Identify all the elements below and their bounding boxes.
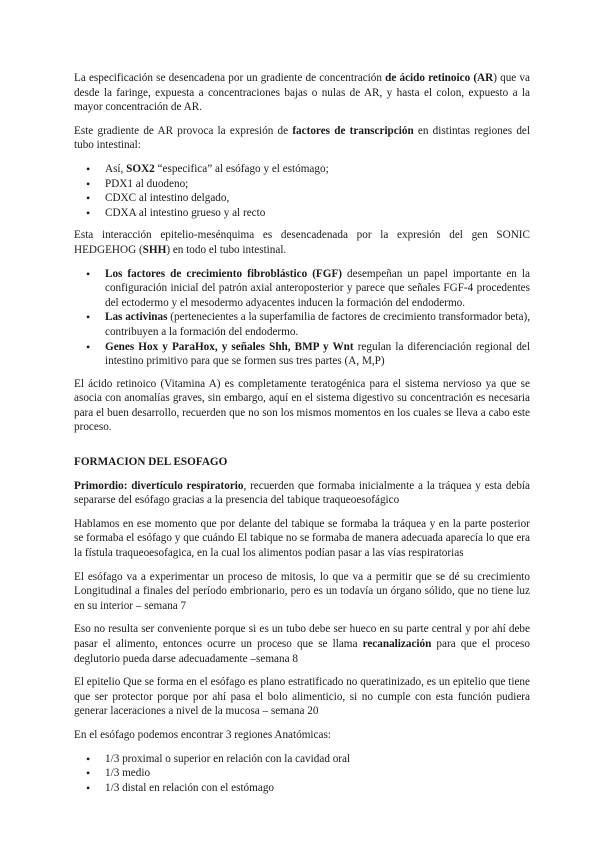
text: (pertenecientes a la superfamilia de factores de crecimiento transformador beta), contribuyen a la formación del endodermo. (105, 311, 530, 338)
paragraph-shh (74, 228, 530, 257)
list-item: • PDX1 al duodeno; (105, 177, 530, 192)
list-item (105, 310, 530, 339)
text: ) en todo el tubo intestinal. (166, 243, 287, 256)
text: Así, (105, 162, 127, 175)
bold-text: de ácido retinoico (AR (385, 72, 494, 84)
list-item (105, 162, 530, 177)
bold-text: Primordio: divertículo respiratorio (74, 479, 244, 492)
text: , recuerden que formaba inicialmente a la tráquea y esta debía separarse del esófago gracias a la presencia del tabique traqueoesofágico (74, 479, 530, 507)
bold-text: SOX2 (126, 162, 155, 175)
text: La especificación se desencadena por un gradiente de concentración (74, 72, 386, 84)
bold-text: factores de transcripción (292, 124, 414, 137)
paragraph-regions: En el esófago podemos encontrar 3 regiones Anatómicas: (74, 728, 331, 741)
list-transcription-factors (74, 162, 530, 220)
list-growth-factors (74, 267, 530, 369)
paragraph-fistula: Hablamos en ese momento que por delante del tabique se formaba la tráquea y en la parte posterior se formaba el esófago y que cuándo El tabique no se formaba de manera adecuada aparecía lo que era la fístula traqueoesofagica, en la cual los alimentos podían pasar a las vías respiratorias (74, 517, 530, 560)
paragraph-recanalization (74, 622, 530, 666)
text: Este gradiente de AR provoca la expresión de (74, 124, 293, 137)
paragraph-epithelium: El epitelio Que se forma en el esófago es plano estratificado no queratinizado, es un epitelio que tiene que ser protector porque por ahí pasa el bolo alimenticio, si no cumple con esta función pudiera generar laceraciones a nivel de la mucosa – semana 20 (74, 676, 530, 718)
list-item: • CDXA al intestino grueso y al recto (105, 206, 530, 221)
list-item (105, 340, 530, 369)
text: “especifica” al esófago y el estómago; (154, 162, 329, 175)
list-item: • 1/3 distal en relación con el estómago (105, 781, 530, 796)
paragraph-retinoic-acid: El ácido retinoico (Vitamina A) es completamente teratogénica para el sistema nervioso ya que se asocia con anomalías graves, sin embargo, aquí en el sistema digestivo su concentración es necesaria para el buen desarrollo, recuerden que no son los mismos momentos en los cuales se lleva a cabo este proceso. (74, 377, 530, 434)
section-heading: FORMACION DEL ESOFAGO (74, 456, 228, 469)
list-item: • CDXC al intestino delgado, (105, 191, 530, 206)
paragraph-ar-gradient (74, 71, 530, 115)
bold-text: SHH (142, 243, 167, 256)
text: ) que va desde la faringe, expuesta a concentraciones bajas o nulas de AR, y hasta el colon, expuesto a la mayor concentración de AR. (74, 72, 530, 114)
text: en distintas regiones del tubo intestinal: (74, 124, 530, 152)
list-anatomic-regions (74, 752, 530, 796)
paragraph-mitosis: El esófago va a experimentar un proceso de mitosis, lo que va a permitir que se dé su crecimiento Longitudinal a finales del período embrionario, pero es un todavía un órgano sólido, que no tiene luz en su interior – semana 7 (74, 570, 530, 612)
text: regulan la diferenciación regional del intestino primitivo para que se formen sus tres partes (A, M,P) (105, 340, 531, 368)
bold-text: recanalización (362, 638, 432, 650)
text: Esta interacción epitelio-mesénquima es desencadenada por la expresión del gen SONIC HEDGEHOG ( (74, 229, 530, 256)
bold-text: Los factores de crecimiento fibroblástico (FGF) (105, 267, 343, 280)
paragraph-transcription-factors (74, 124, 530, 153)
list-item: • 1/3 medio (105, 766, 530, 781)
document-body (74, 71, 530, 803)
list-item (105, 267, 530, 311)
text: desempeñan un papel importante en la configuración inicial del patrón axial anteroposterior y parece que señales FGF-4 procedentes del ectodermo y el mesodermo adyacentes inducen la formación del endodermo. (105, 267, 530, 309)
list-item: • 1/3 proximal o superior en relación con la cavidad oral (105, 752, 530, 767)
bold-text: Genes Hox y ParaHox, y señales Shh, BMP y Wnt (105, 340, 354, 353)
bold-text: Las activinas (105, 311, 168, 324)
paragraph-primordium (74, 479, 530, 508)
text: para que el proceso deglutorio pueda darse adecuadamente –semana 8 (74, 638, 530, 665)
text: Eso no resulta ser conveniente porque si es un tubo debe ser hueco en su parte central y por ahí debe pasar el alimento, entonces ocurre un proceso que se llama (74, 623, 530, 650)
